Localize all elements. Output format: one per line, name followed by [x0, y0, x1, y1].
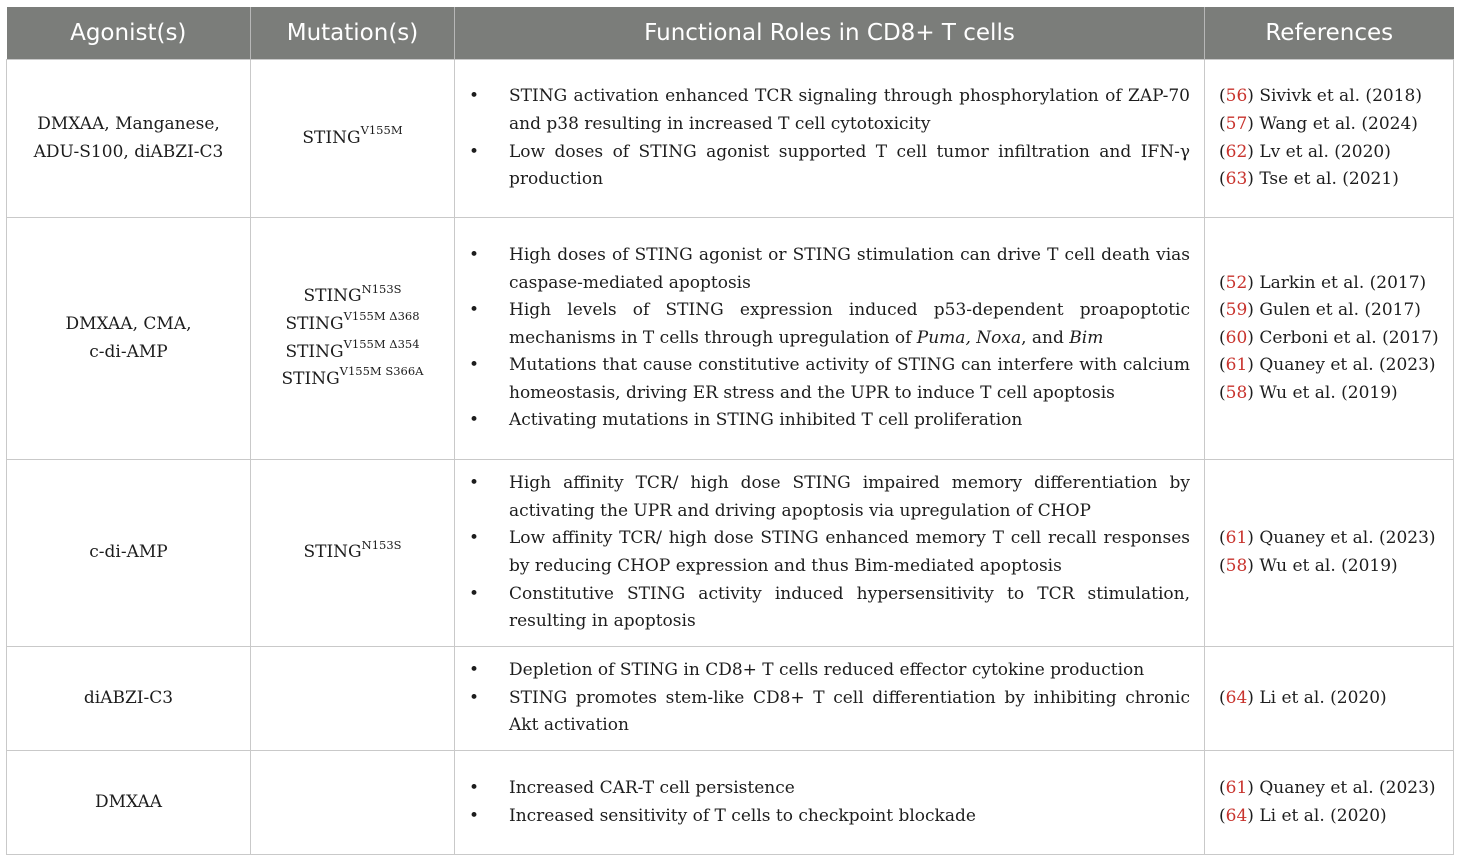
mutation-line: [251, 336, 454, 367]
mutation-line: [251, 366, 454, 394]
roles-cell: [455, 647, 1205, 751]
role-item: [467, 139, 1190, 194]
agonist-line: DMXAA, Manganese,: [37, 113, 220, 134]
mutation-superscript: N153S: [361, 281, 402, 296]
mutation-cell: [251, 460, 455, 647]
table-row: [7, 751, 1454, 855]
reference-line: (61) Quaney et al. (2023): [1219, 777, 1436, 798]
agonist-cell: [7, 218, 251, 460]
mutation-line: [251, 125, 454, 153]
agonist-line: c-di-AMP: [89, 341, 168, 362]
reference-text: Gulen et al. (2017): [1253, 300, 1421, 321]
agonist-line: DMXAA, CMA,: [65, 313, 192, 334]
references-cell: [1205, 60, 1454, 218]
references-cell: [1205, 460, 1454, 647]
role-item: [467, 83, 1190, 138]
reference-text: Wu et al. (2019): [1253, 382, 1398, 403]
reference-number[interactable]: 61: [1225, 528, 1248, 549]
table-row: [7, 60, 1454, 218]
header-agonists: Agonist(s): [7, 7, 251, 60]
header-functional-roles: Functional Roles in CD8+ T cells: [455, 7, 1205, 60]
reference-text: Li et al. (2020): [1253, 687, 1387, 708]
reference-text: Larkin et al. (2017): [1253, 272, 1427, 293]
role-text: Activating mutations in STING inhibited T cell proliferation: [509, 410, 1023, 431]
reference-line: (61) Quaney et al. (2023): [1219, 355, 1436, 376]
reference-text: Lv et al. (2020): [1253, 141, 1391, 162]
reference-number[interactable]: 62: [1225, 141, 1248, 162]
role-text: Increased CAR-T cell persistence: [509, 777, 795, 798]
reference-text: Li et al. (2020): [1253, 805, 1387, 826]
references-cell: [1205, 218, 1454, 460]
role-text: Depletion of STING in CD8+ T cells reduced effector cytokine production: [509, 660, 1145, 681]
reference-line: (64) Li et al. (2020): [1219, 687, 1387, 708]
role-text: STING activation enhanced TCR signaling through phosphorylation of ZAP-70 and p38 resulting in increased T cell cytotoxicity: [509, 86, 1190, 134]
references-cell: [1205, 647, 1454, 751]
references-cell: [1205, 751, 1454, 855]
role-text: High doses of STING agonist or STING stimulation can drive T cell death vias caspase-mediated apoptosis: [509, 244, 1190, 293]
role-text: STING promotes stem-like CD8+ T cell differentiation by inhibiting chronic Akt activation: [509, 687, 1190, 736]
role-item: [467, 775, 1190, 803]
role-item: [467, 803, 1190, 831]
roles-cell: [455, 460, 1205, 647]
reference-text: Quaney et al. (2023): [1253, 777, 1436, 798]
reference-text: Wu et al. (2019): [1253, 556, 1398, 576]
mutation-base: STING: [285, 313, 344, 334]
roles-list: [467, 242, 1190, 435]
role-text: Increased sensitivity of T cells to checkpoint blockade: [509, 805, 976, 826]
table-row: [7, 460, 1454, 647]
role-text: Mutations that cause constitutive activity of STING can interfere with calcium homeostasis, driving ER stress and the UPR to induce T cell apoptosis: [509, 355, 1190, 403]
reference-number[interactable]: 61: [1225, 355, 1248, 376]
agonist-cell: [7, 751, 251, 855]
role-text: High levels of STING expression induced p53-dependent proapoptotic mechanisms in T cells through upregulation of: [509, 300, 1190, 348]
reference-line: (61) Quaney et al. (2023): [1219, 528, 1436, 549]
roles-list: [467, 657, 1190, 740]
role-text: Low affinity TCR/ high dose STING enhanced memory T cell recall responses by reducing CHOP expression and thus Bim-mediated apoptosis: [509, 528, 1190, 576]
mutation-superscript: V155M: [360, 123, 403, 138]
reference-number[interactable]: 56: [1225, 86, 1248, 107]
reference-text: Quaney et al. (2023): [1253, 528, 1436, 549]
reference-number[interactable]: 58: [1225, 382, 1248, 403]
mutation-cell: [251, 218, 455, 460]
reference-line: (60) Cerboni et al. (2017): [1219, 327, 1439, 348]
role-item: [467, 470, 1190, 525]
reference-number[interactable]: 59: [1225, 300, 1248, 321]
reference-line: (58) Wu et al. (2019): [1219, 382, 1398, 403]
reference-text: Sivivk et al. (2018): [1253, 86, 1422, 107]
reference-line: (52) Larkin et al. (2017): [1219, 272, 1427, 293]
role-text: High affinity TCR/ high dose STING impaired memory differentiation by activating the UPR and driving apoptosis via upregulation of CHOP: [509, 473, 1190, 521]
mutation-line: [251, 311, 454, 339]
mutation-superscript: N153S: [361, 537, 402, 552]
reference-line: (57) Wang et al. (2024): [1219, 113, 1418, 134]
mutation-line: [251, 539, 454, 567]
role-text: , and: [1021, 327, 1070, 348]
roles-list: [467, 83, 1190, 193]
agonist-line: ADU-S100, diABZI-C3: [33, 141, 224, 162]
role-text: Low doses of STING agonist supported T cell tumor infiltration and IFN-γ production: [509, 141, 1190, 190]
mutation-base: STING: [303, 542, 362, 563]
reference-line: (58) Wu et al. (2019): [1219, 556, 1398, 576]
header-mutations: Mutation(s): [251, 7, 455, 60]
roles-cell: [455, 751, 1205, 855]
mutation-base: STING: [285, 341, 344, 362]
mutation-superscript: V155M S366A: [339, 364, 424, 379]
role-item: [467, 657, 1190, 685]
agonist-line: diABZI-C3: [83, 687, 174, 708]
reference-number[interactable]: 63: [1225, 169, 1248, 190]
reference-number[interactable]: 52: [1225, 272, 1248, 293]
mutation-cell: [251, 751, 455, 855]
roles-list: [467, 775, 1190, 830]
roles-cell: [455, 218, 1205, 460]
reference-text: Cerboni et al. (2017): [1253, 327, 1439, 348]
mutation-superscript: V155M Δ368: [343, 309, 420, 324]
mutation-base: STING: [303, 286, 362, 307]
reference-text: Tse et al. (2021): [1253, 169, 1399, 190]
mutation-cell: [251, 60, 455, 218]
reference-number[interactable]: 64: [1225, 687, 1248, 708]
reference-line: (56) Sivivk et al. (2018): [1219, 86, 1422, 107]
table-row: [7, 218, 1454, 460]
table-row: [7, 647, 1454, 751]
agonist-cell: [7, 460, 251, 647]
mutation-base: STING: [302, 127, 361, 148]
agonist-line: c-di-AMP: [89, 542, 168, 563]
reference-number[interactable]: 61: [1225, 777, 1248, 798]
role-item: [467, 581, 1190, 636]
reference-number[interactable]: 60: [1225, 327, 1248, 348]
reference-line: (64) Li et al. (2020): [1219, 805, 1387, 826]
mutation-cell: [251, 647, 455, 751]
reference-number[interactable]: 58: [1225, 556, 1248, 576]
mutation-line: [251, 283, 454, 311]
reference-number[interactable]: 57: [1225, 113, 1248, 134]
mutation-base: STING: [281, 369, 340, 390]
mutation-superscript: V155M Δ354: [343, 336, 420, 351]
reference-line: (63) Tse et al. (2021): [1219, 169, 1399, 190]
roles-cell: [455, 60, 1205, 218]
role-item: [467, 242, 1190, 297]
header-references: References: [1205, 7, 1454, 60]
reference-number[interactable]: 64: [1225, 805, 1248, 826]
reference-line: (62) Lv et al. (2020): [1219, 141, 1391, 162]
role-text: Constitutive STING activity induced hypersensitivity to TCR stimulation, resulting in apoptosis: [509, 583, 1190, 632]
agonist-line: DMXAA: [94, 791, 163, 812]
role-item: [467, 297, 1190, 352]
reference-line: (59) Gulen et al. (2017): [1219, 300, 1421, 321]
role-text-italic: Bim: [1069, 327, 1104, 348]
reference-text: Quaney et al. (2023): [1253, 355, 1436, 376]
header-row: [7, 7, 1454, 60]
role-item: [467, 407, 1190, 435]
role-text-italic: Puma, Noxa: [916, 327, 1022, 348]
role-item: [467, 525, 1190, 580]
reference-text: Wang et al. (2024): [1253, 113, 1418, 134]
role-item: [467, 352, 1190, 407]
role-item: [467, 685, 1190, 740]
data-table: [6, 7, 1454, 855]
agonist-cell: [7, 647, 251, 751]
agonist-cell: [7, 60, 251, 218]
roles-list: [467, 470, 1190, 636]
